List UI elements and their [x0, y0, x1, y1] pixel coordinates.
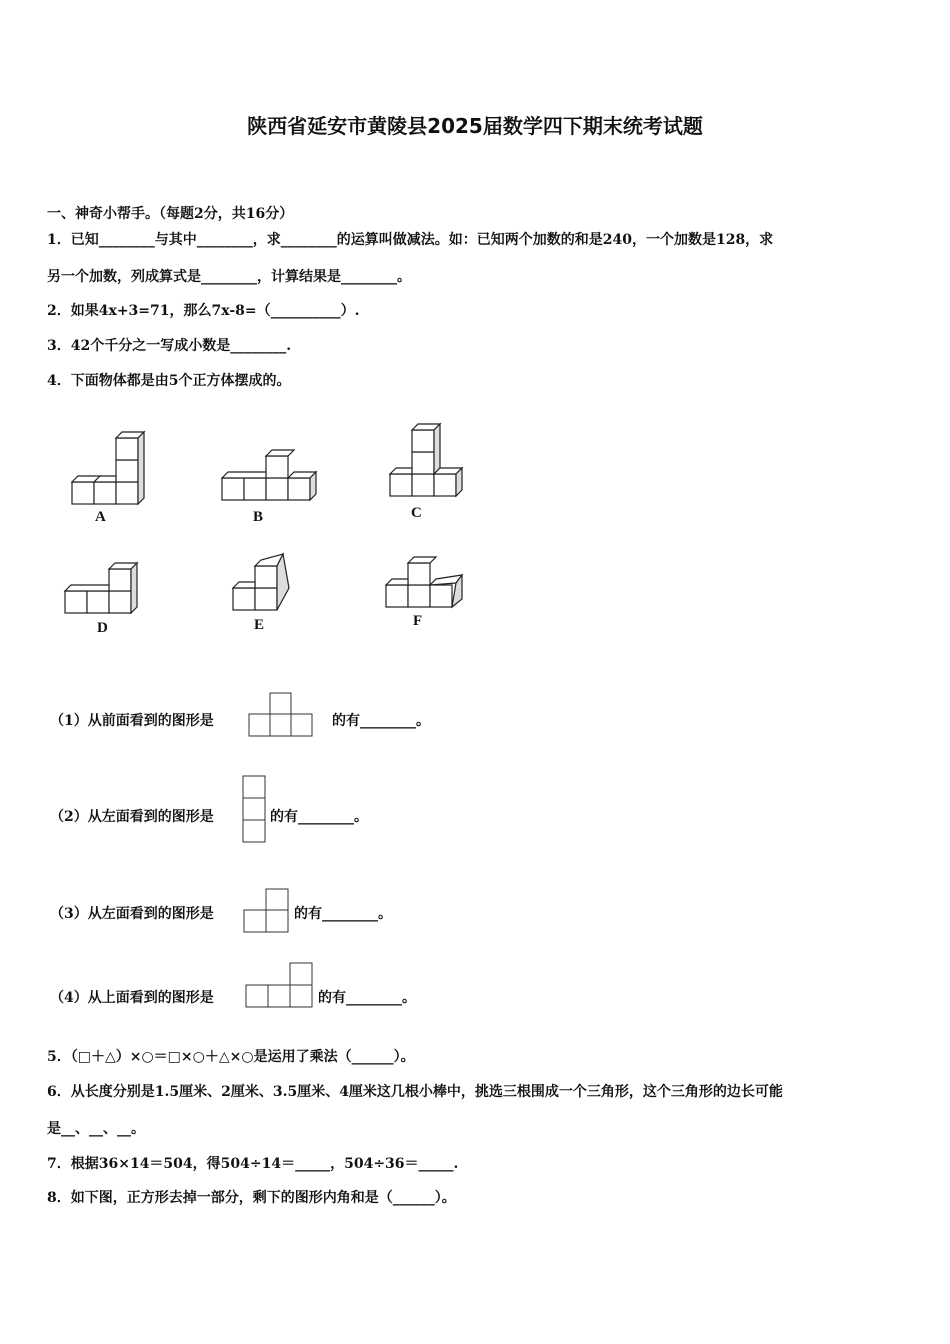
question-6-line-2: 是__、__、__。 — [47, 1121, 145, 1137]
question-4: 4．下面物体都是由5个正方体摆成的。 — [47, 373, 291, 389]
cube-figure-a — [60, 420, 160, 510]
question-7: 7．根据36×14＝504，得504÷14＝_____，504÷36＝_____. — [47, 1156, 459, 1172]
left-view-shape-2 — [243, 888, 291, 938]
q4-sub1-prefix: （1）从前面看到的图形是 — [50, 713, 214, 729]
figure-label-e: E — [254, 617, 265, 633]
q4-sub3-suffix: 的有________。 — [294, 906, 392, 922]
cube-figure-d — [55, 555, 155, 625]
cube-figure-f — [378, 555, 478, 615]
figure-label-c: C — [411, 505, 422, 521]
figure-label-f: F — [413, 613, 423, 629]
q4-sub1-suffix: 的有________。 — [332, 713, 430, 729]
q4-sub4-prefix: （4）从上面看到的图形是 — [50, 990, 214, 1006]
cube-figure-e — [225, 548, 305, 618]
question-5: 5．（□＋△）×○＝□×○＋△×○是运用了乘法（______）。 — [47, 1049, 415, 1065]
section-heading: 一、神奇小帮手。（每题2分，共16分） — [47, 206, 294, 222]
figure-label-b: B — [253, 509, 264, 525]
figure-label-a: A — [95, 509, 106, 525]
top-view-shape — [245, 962, 315, 1014]
question-2: 2．如果4x+3=71，那么7x-8=（__________）. — [47, 303, 360, 319]
front-view-shape — [248, 692, 318, 742]
cube-figure-c — [380, 418, 480, 508]
question-8: 8．如下图，正方形去掉一部分，剩下的图形内角和是（______）。 — [47, 1190, 456, 1206]
question-1-line-2: 另一个加数，列成算式是________，计算结果是________。 — [47, 269, 411, 285]
q4-sub2-prefix: （2）从左面看到的图形是 — [50, 809, 214, 825]
q4-sub3-prefix: （3）从左面看到的图形是 — [50, 906, 214, 922]
figure-label-d: D — [97, 620, 108, 636]
cube-figure-b — [210, 440, 320, 510]
question-1-line-1: 1．已知________与其中________，求________的运算叫做减法。如：已知两个加数的和是240，一个加数是128，求 — [47, 232, 774, 248]
q4-sub4-suffix: 的有________。 — [318, 990, 416, 1006]
question-6-line-1: 6．从长度分别是1.5厘米、2厘米、3.5厘米、4厘米这几根小棒中，挑选三根围成一个三角形，这个三角形的边长可能 — [47, 1084, 783, 1100]
question-3: 3．42个千分之一写成小数是________. — [47, 338, 292, 354]
left-view-shape-1 — [242, 775, 268, 847]
q4-sub2-suffix: 的有________。 — [270, 809, 368, 825]
page-title: 陕西省延安市黄陵县2025届数学四下期末统考试题 — [247, 114, 703, 138]
